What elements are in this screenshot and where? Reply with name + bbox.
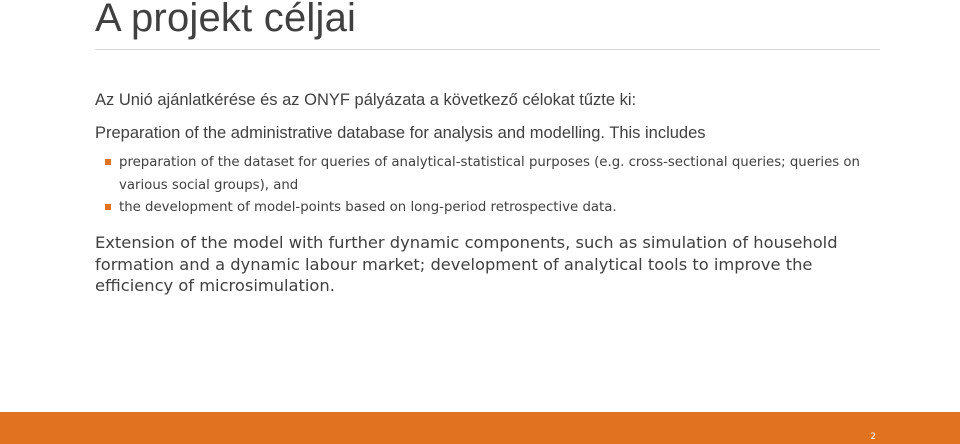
page-number: 2 bbox=[870, 432, 876, 442]
bullet-text: the development of model-points based on long-period retrospective data. bbox=[119, 200, 617, 215]
square-bullet-icon bbox=[105, 159, 111, 165]
bullet-text: preparation of the dataset for queries of analytical-statistical purposes (e.g. cross-sectional queries; queries on various social groups), and bbox=[119, 155, 860, 193]
paragraph-1: Preparation of the administrative database for analysis and modelling. This includes bbox=[95, 124, 706, 142]
slide-title: A projekt céljai bbox=[95, 0, 357, 40]
paragraph-2: Extension of the model with further dynamic components, such as simulation of household formation and a dynamic labour market; development of analytical tools to improve the efficiency of microsimulation. bbox=[95, 233, 838, 295]
title-divider bbox=[95, 49, 880, 50]
bullet-item bbox=[105, 151, 865, 197]
square-bullet-icon bbox=[105, 204, 111, 210]
footer-bar bbox=[0, 412, 960, 444]
intro-text: Az Unió ajánlatkérése és az ONYF pályázata a következő célokat tűzte ki: bbox=[95, 91, 637, 109]
bullet-item bbox=[105, 196, 865, 219]
